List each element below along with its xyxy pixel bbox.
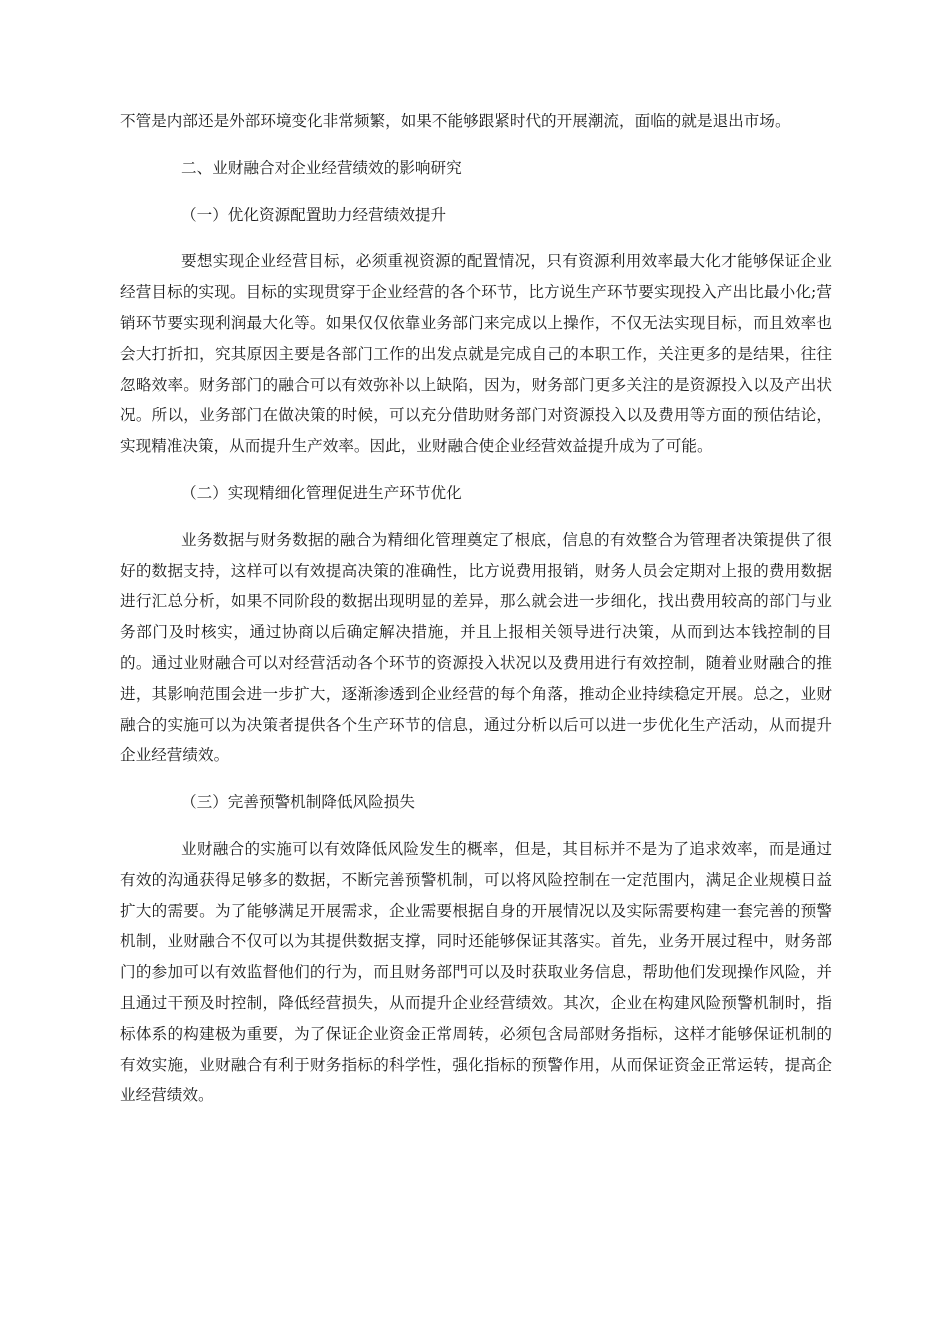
- subsection-2-body: 业务数据与财务数据的融合为精细化管理奠定了根底，信息的有效整合为管理者决策提供了很好的数据支持，这样可以有效提高决策的准确性，比方说费用报销，财务人员会定期对上报的费用数据进行汇总分析，如果不同阶段的数据出现明显的差异，那么就会进一步细化，找出费用较高的部门与业务部门及时核实，通过协商以后确定解决措施，并且上报相关领导进行决策，从而到达本钱控制的目的。通过业财融合可以对经营活动各个环节的资源投入状况以及费用进行有效控制，随着业财融合的推进，其影响范围会进一步扩大，逐渐渗透到企业经营的每个角落，推动企业持续稳定开展。总之，业财融合的实施可以为决策者提供各个生产环节的信息，通过分析以后可以进一步优化生产活动，从而提升企业经营绩效。: [120, 530, 832, 765]
- subsection-1-title: （一）优化资源配置助力经营绩效提升: [181, 205, 447, 224]
- subsection-2-title: （二）实现精细化管理促进生产环节优化: [181, 483, 462, 502]
- subsection-1-body: 要想实现企业经营目标，必须重视资源的配置情况，只有资源利用效率最大化才能够保证企业经营目标的实现。目标的实现贯穿于企业经营的各个环节，比方说生产环节要实现投入产出比最小化;营销环节要实现利润最大化等。如果仅仅依靠业务部门来完成以上操作，不仅无法实现目标，而且效率也会大打折扣，究其原因主要是各部门工作的出发点就是完成自己的本职工作，关注更多的是结果，往往忽略效率。财务部门的融合可以有效弥补以上缺陷，因为，财务部门更多关注的是资源投入以及产出状况。所以，业务部门在做决策的时候，可以充分借助财务部门对资源投入以及费用等方面的预估结论，实现精准决策，从而提升生产效率。因此，业财融合使企业经营效益提升成为了可能。: [120, 252, 832, 456]
- section-heading: 二、业财融合对企业经营绩效的影响研究: [181, 158, 462, 177]
- document-page: [120, 106, 832, 1111]
- intro-continuation-paragraph: 不管是内部还是外部环境变化非常频繁，如果不能够跟紧时代的开展潮流，面临的就是退出市场。: [120, 112, 791, 130]
- subsection-3-body: 业财融合的实施可以有效降低风险发生的概率，但是，其目标并不是为了追求效率，而是通过有效的沟通获得足够多的数据，不断完善预警机制，可以将风险控制在一定范围内，满足企业规模日益扩大的需要。为了能够满足开展需求，企业需要根据自身的开展情况以及实际需要构建一套完善的预警机制，业财融合不仅可以为其提供数据支撑，同时还能够保证其落实。首先，业务开展过程中，财务部门的参加可以有效监督他们的行为，而且财务部門可以及时获取业务信息，帮助他们发现操作风险，并且通过干预及时控制，降低经营损失，从而提升企业经营绩效。其次，企业在构建风险预警机制时，指标体系的构建极为重要，为了保证企业资金正常周转，必须包含局部财务指标，这样才能够保证机制的有效实施，业财融合有利于财务指标的科学性，强化指标的预警作用，从而保证资金正常运转，提高企业经营绩效。: [120, 839, 832, 1105]
- subsection-3-title: （三）完善预警机制降低风险损失: [181, 793, 415, 812]
